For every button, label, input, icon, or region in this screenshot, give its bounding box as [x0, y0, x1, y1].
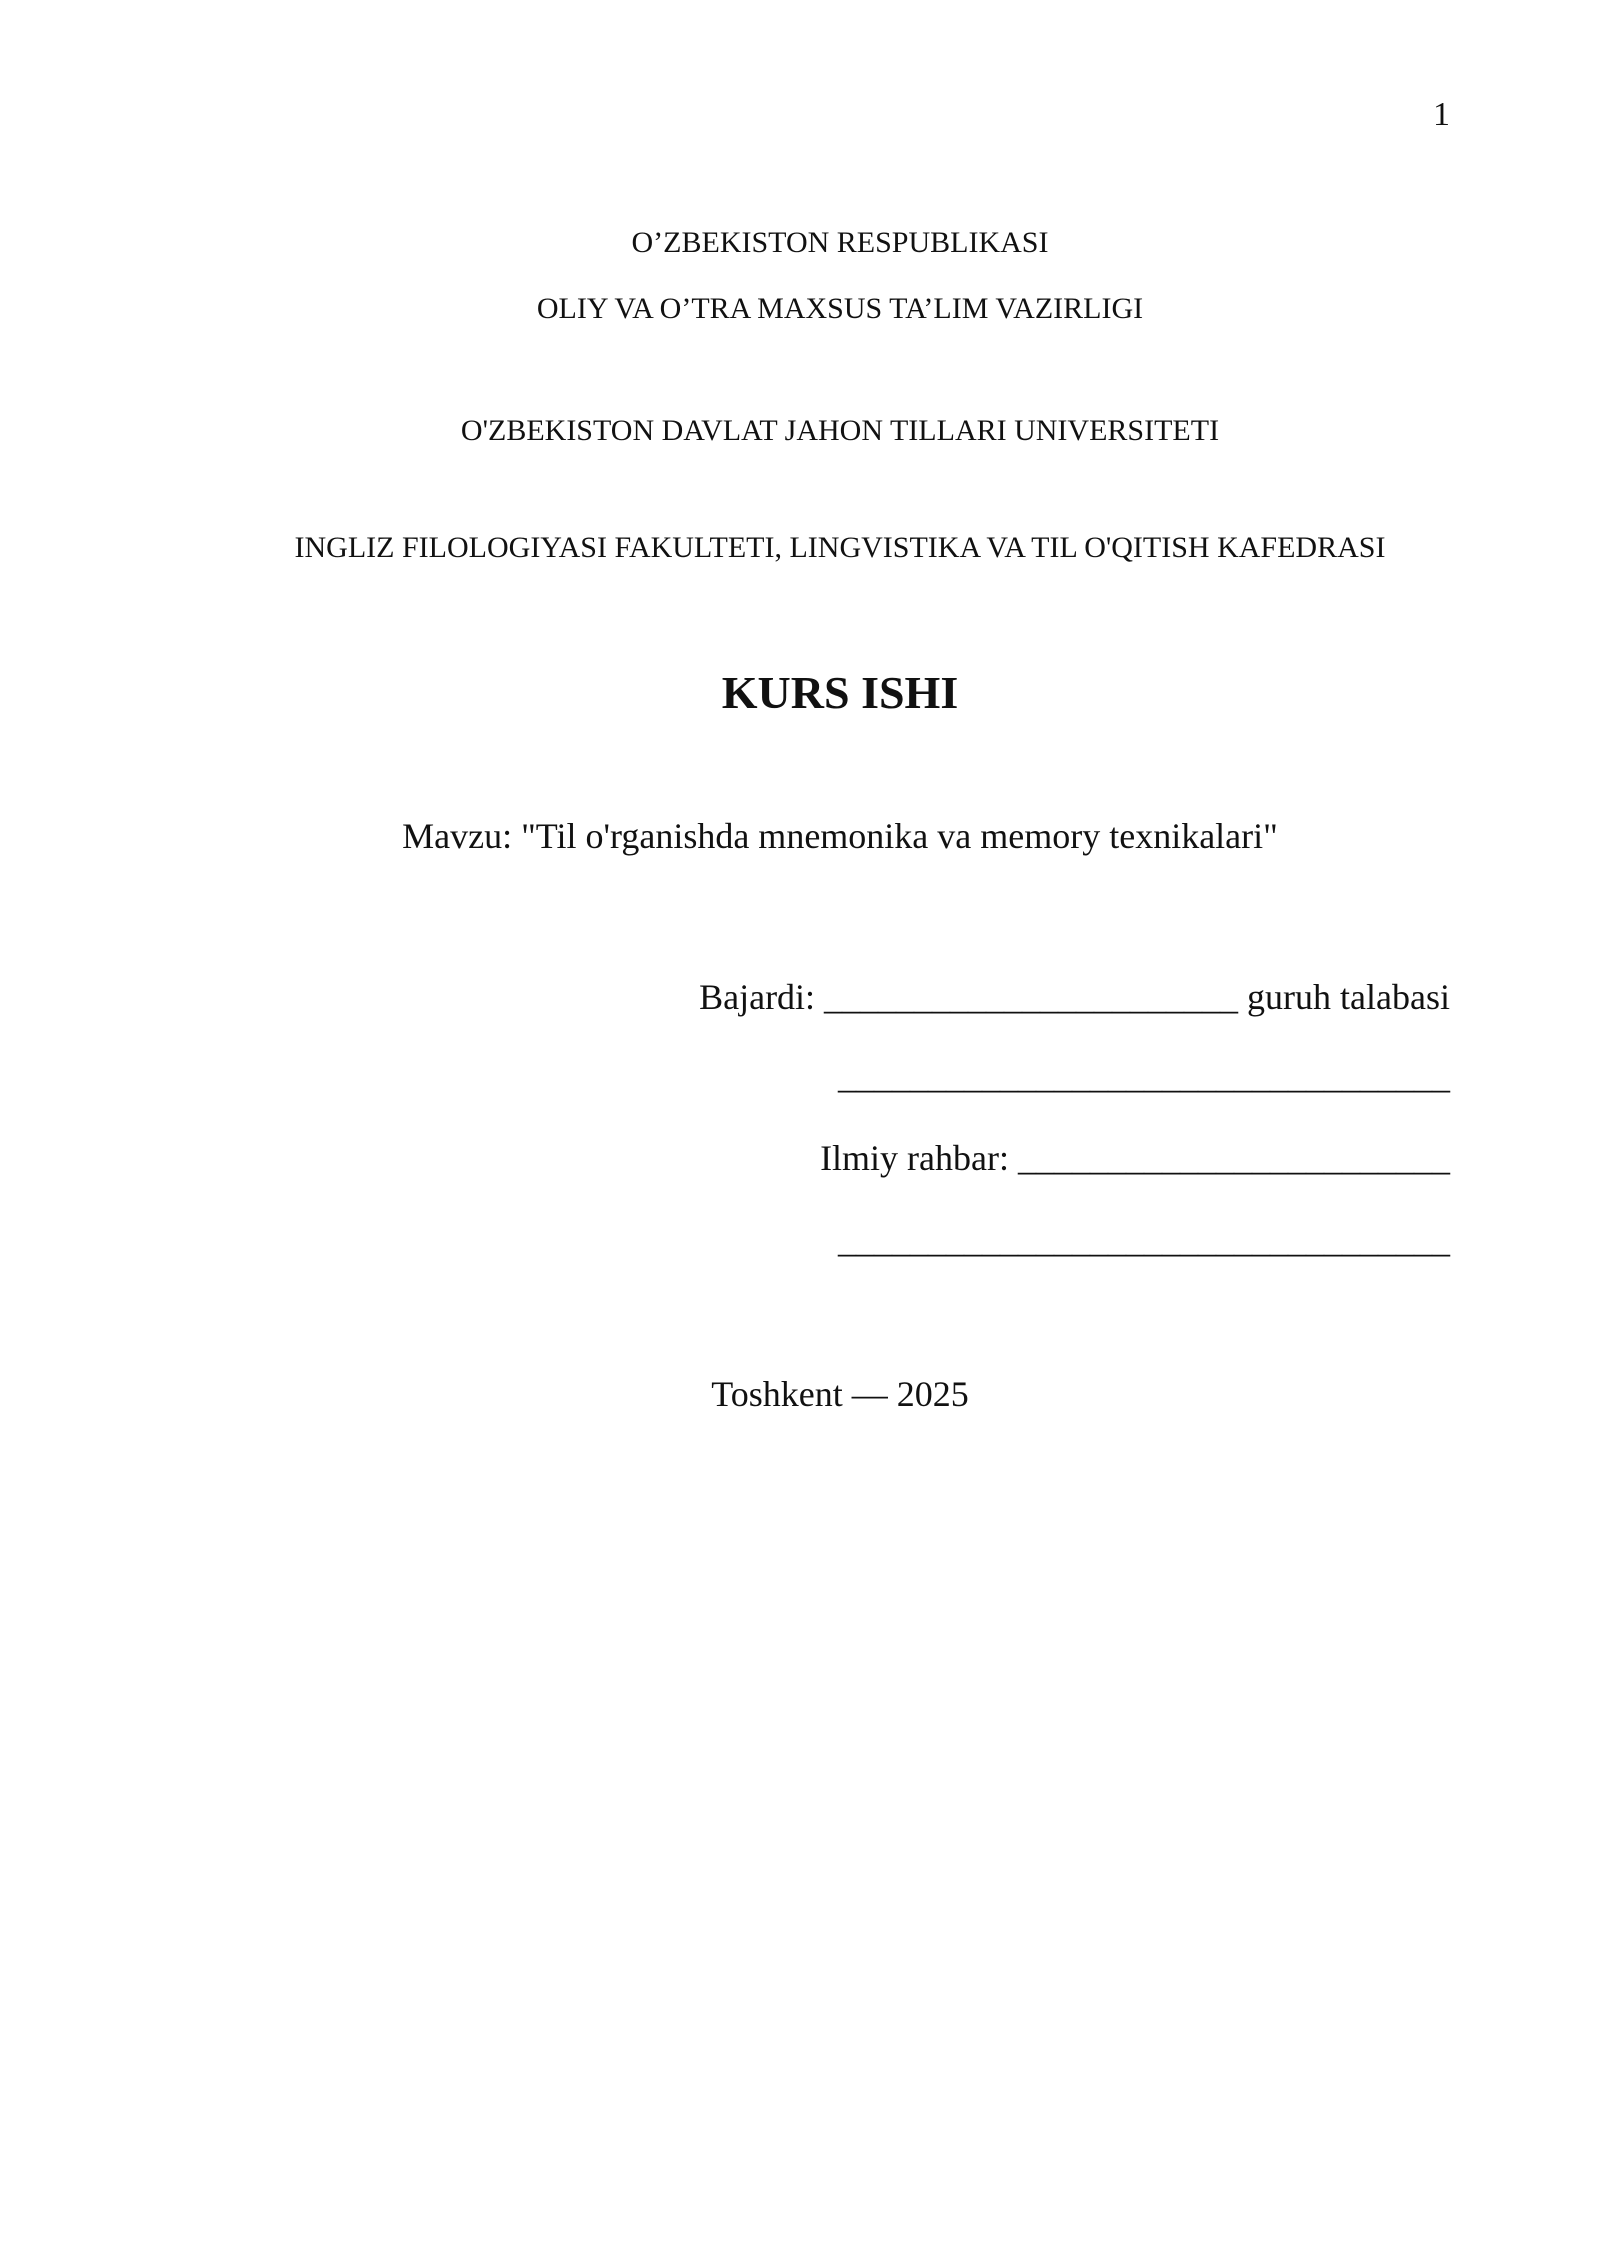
header-department: INGLIZ FILOLOGIYASI FAKULTETI, LINGVISTIKA VA TIL O'QITISH KAFEDRASI — [294, 531, 1386, 564]
document-title: KURS ISHI — [721, 667, 959, 718]
document-topic: Mavzu: "Til o'rganishda mnemonika va memory texnikalari" — [402, 816, 1278, 856]
student-field: Bajardi: _______________________ guruh talabasi — [699, 977, 1450, 1017]
header-republic: O’ZBEKISTON RESPUBLIKASI — [631, 226, 1049, 259]
student-name-blank: __________________________________ — [838, 1056, 1450, 1096]
supervisor-name-blank: __________________________________ — [838, 1220, 1450, 1260]
header-university: O'ZBEKISTON DAVLAT JAHON TILLARI UNIVERSITETI — [460, 414, 1220, 447]
city-year: Toshkent — 2025 — [711, 1374, 969, 1414]
supervisor-field: Ilmiy rahbar: ________________________ — [820, 1138, 1450, 1178]
page-number: 1 — [1433, 96, 1450, 133]
header-ministry: OLIY VA O’TRA MAXSUS TA’LIM VAZIRLIGI — [536, 292, 1144, 325]
